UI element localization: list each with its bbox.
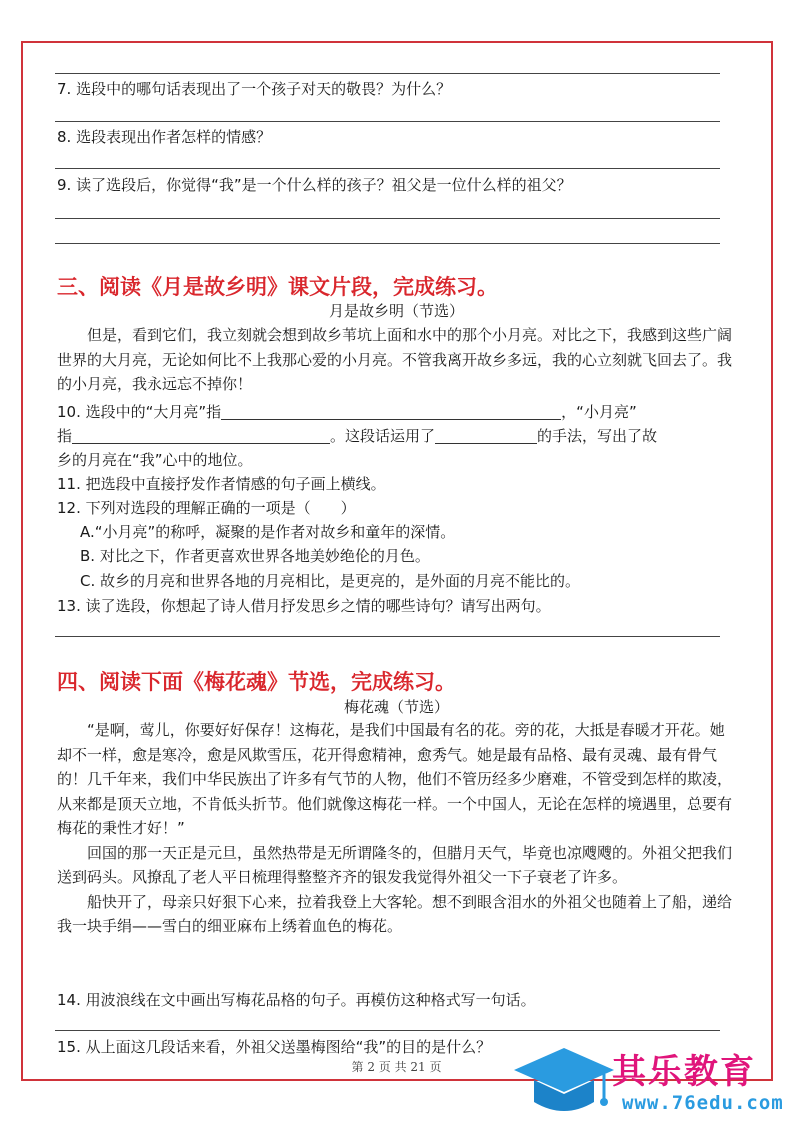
graduation-cap-icon bbox=[508, 1040, 618, 1122]
answer-line bbox=[55, 1030, 720, 1031]
question-10-line-2 bbox=[57, 426, 657, 446]
question-10-line-1 bbox=[57, 402, 637, 422]
section-4-heading: 四、阅读下面《梅花魂》节选，完成练习。 bbox=[57, 670, 456, 694]
answer-line bbox=[55, 73, 720, 74]
answer-line bbox=[55, 168, 720, 169]
answer-line bbox=[55, 218, 720, 219]
q10-blank-3[interactable] bbox=[435, 426, 537, 444]
question-15: 15. 从上面这几段话来看，外祖父送墨梅图给“我”的目的是什么？ bbox=[57, 1038, 492, 1056]
answer-line bbox=[55, 121, 720, 122]
passage-paragraph: 船快开了，母亲只好狠下心来，拉着我登上大客轮。想不到眼含泪水的外祖父也随着上了船，递给我一块手绢——雪白的细亚麻布上绣着血色的梅花。 bbox=[57, 892, 733, 935]
question-13: 13. 读了选段，你想起了诗人借月抒发思乡之情的哪些诗句？请写出两句。 bbox=[57, 597, 551, 615]
q10-text: 的手法，写出了故 bbox=[537, 427, 658, 445]
q12-option-a[interactable]: A.“小月亮”的称呼，凝聚的是作者对故乡和童年的深情。 bbox=[80, 523, 456, 541]
passage-paragraph: 回国的那一天正是元旦，虽然热带是无所谓隆冬的，但腊月天气，毕竟也凉飕飕的。外祖父把我们送到码头。风撩乱了老人平日梳理得整整齐齐的银发我觉得外祖父一下子衰老了许多。 bbox=[57, 843, 733, 886]
question-11: 11. 把选段中直接抒发作者情感的句子画上横线。 bbox=[57, 475, 386, 493]
answer-line bbox=[55, 243, 720, 244]
section-4-subtitle: 梅花魂（节选） bbox=[343, 698, 449, 716]
question-7: 7. 选段中的哪句话表现出了一个孩子对天的敬畏？为什么？ bbox=[57, 80, 452, 98]
q10-text: ，“小月亮” bbox=[561, 403, 637, 421]
question-10-line-3: 乡的月亮在“我”心中的地位。 bbox=[57, 451, 253, 469]
brand-name: 其乐教育 bbox=[612, 1052, 756, 1092]
q12-option-b[interactable]: B. 对比之下，作者更喜欢世界各地美妙绝伦的月色。 bbox=[80, 547, 430, 565]
section-3-heading: 三、阅读《月是故乡明》课文片段，完成练习。 bbox=[57, 275, 498, 299]
q10-blank-1[interactable] bbox=[221, 402, 561, 420]
question-9: 9. 读了选段后，你觉得“我”是一个什么样的孩子？祖父是一位什么样的祖父？ bbox=[57, 176, 572, 194]
q10-blank-2[interactable] bbox=[72, 426, 330, 444]
q12-option-c[interactable]: C. 故乡的月亮和世界各地的月亮相比，是更亮的，是外面的月亮不能比的。 bbox=[80, 572, 581, 590]
question-12: 12. 下列对选段的理解正确的一项是（ ） bbox=[57, 499, 356, 517]
question-8: 8. 选段表现出作者怎样的情感？ bbox=[57, 128, 272, 146]
q10-text: 10. 选段中的“大月亮”指 bbox=[57, 403, 222, 421]
q10-text: 指 bbox=[57, 427, 73, 445]
question-14: 14. 用波浪线在文中画出写梅花品格的句子。再模仿这种格式写一句话。 bbox=[57, 991, 536, 1009]
passage-paragraph: “是啊，莺儿，你要好好保存！这梅花，是我们中国最有名的花。旁的花，大抵是春暖才开花。她却不一样，愈是寒冷，愈是风欺雪压，花开得愈精神，愈秀气。她是最有品格、最有灵魂、最有骨气的！几千年来，我们中华民族出了许多有气节的人物，他们不管历经多少磨难，不管受到怎样的欺凌，从来都是顶天立地，不肯低头折节。他们就像这梅花一样。一个中国人，无论在怎样的境遇里，总要有梅花的秉性才好！” bbox=[57, 721, 733, 837]
q10-text: 。这段话运用了 bbox=[330, 427, 436, 445]
section-4-passage bbox=[57, 718, 735, 939]
section-3-subtitle: 月是故乡明（节选） bbox=[328, 302, 464, 320]
passage-paragraph: 但是，看到它们，我立刻就会想到故乡苇坑上面和水中的那个小月亮。对比之下，我感到这些广阔世界的大月亮，无论如何比不上我那心爱的小月亮。不管我离开故乡多远，我的心立刻就飞回去了。我的小月亮，我永远忘不掉你！ bbox=[57, 326, 733, 393]
brand-url: www.76edu.com bbox=[622, 1092, 784, 1114]
brand-logo bbox=[508, 1040, 793, 1122]
page-number: 第 2 页 共 21 页 bbox=[351, 1060, 442, 1074]
section-3-passage bbox=[57, 323, 735, 397]
answer-line bbox=[55, 636, 720, 637]
